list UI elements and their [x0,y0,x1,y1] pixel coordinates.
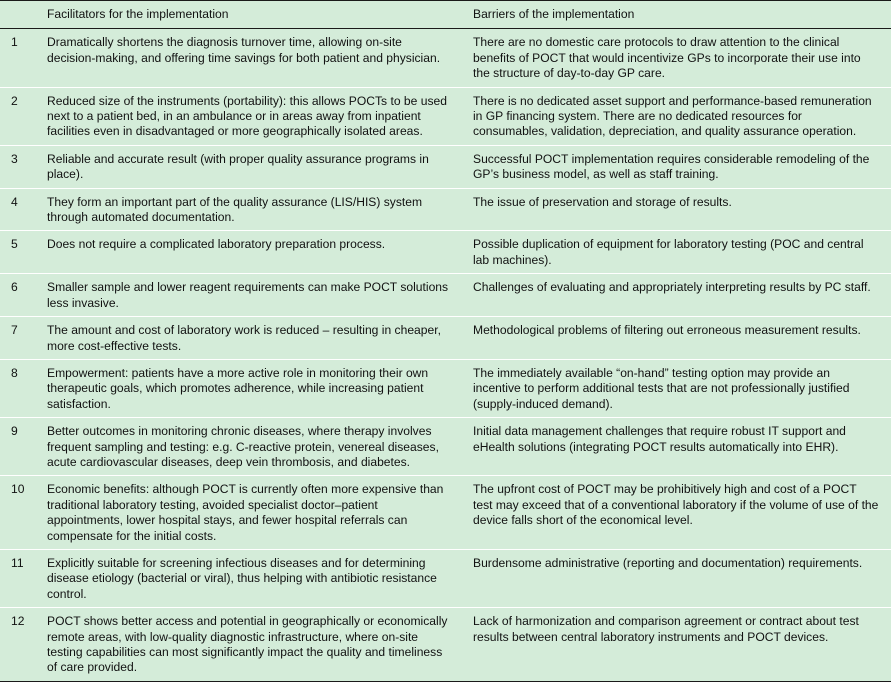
facilitator-cell: Economic benefits: although POCT is currently often more expensive than traditional laboratory testing, avoided specialist doctor–patient appointments, lower hospital stays, and fewer hospital referrals can compensate for the initial costs. [37,476,463,550]
facilitator-cell: POCT shows better access and potential in geographically or economically remote areas, with low-quality diagnostic infrastructure, where on-site testing capabilities can most significantly impact the quality and timeliness of care provided. [37,608,463,682]
row-number: 12 [0,608,37,682]
row-number: 9 [0,418,37,476]
row-number: 8 [0,359,37,417]
barrier-cell: Possible duplication of equipment for laboratory testing (POC and central lab machines). [463,231,891,274]
row-number: 1 [0,29,37,87]
barrier-cell: Challenges of evaluating and appropriately interpreting results by PC staff. [463,274,891,317]
barrier-cell: The issue of preservation and storage of results. [463,188,891,231]
header-number [0,1,37,29]
row-number: 2 [0,87,37,145]
table-row [0,317,891,360]
facilitator-cell: Better outcomes in monitoring chronic diseases, where therapy involves frequent sampling and testing: e.g. C-reactive protein, venereal diseases, acute cardiovascular diseases, deep vein thrombosis, and diabetes. [37,418,463,476]
facilitator-cell: The amount and cost of laboratory work is reduced – resulting in cheaper, more cost-effective tests. [37,317,463,360]
barrier-cell: Initial data management challenges that require robust IT support and eHealth solutions (integrating POCT results automatically into EHR). [463,418,891,476]
row-number: 6 [0,274,37,317]
row-number: 10 [0,476,37,550]
facilitator-cell: Empowerment: patients have a more active role in monitoring their own therapeutic goals, which promotes adherence, while increasing patient satisfaction. [37,359,463,417]
table-row [0,29,891,87]
table-row [0,87,891,145]
facilitator-cell: Smaller sample and lower reagent requirements can make POCT solutions less invasive. [37,274,463,317]
row-number: 5 [0,231,37,274]
facilitator-cell: Reliable and accurate result (with proper quality assurance programs in place). [37,145,463,188]
barrier-cell: The upfront cost of POCT may be prohibitively high and cost of a POCT test may exceed that of a conventional laboratory if the volume of use of the device falls short of the economical level. [463,476,891,550]
barrier-cell: There is no dedicated asset support and performance-based remuneration in GP financing system. There are no dedicated resources for consumables, validation, depreciation, and quality assurance operation. [463,87,891,145]
barrier-cell: The immediately available “on-hand” testing option may provide an incentive to perform additional tests that are not professionally justified (supply-induced demand). [463,359,891,417]
table-row [0,549,891,607]
facilitator-cell: Reduced size of the instruments (portability): this allows POCTs to be used next to a patient bed, in an ambulance or in areas away from inpatient facilities even in disadvantaged or more geographically isolated areas. [37,87,463,145]
row-number: 4 [0,188,37,231]
table-row [0,231,891,274]
barrier-cell: Burdensome administrative (reporting and documentation) requirements. [463,549,891,607]
header-facilitators: Facilitators for the implementation [37,1,463,29]
barrier-cell: Lack of harmonization and comparison agreement or contract about test results between central laboratory instruments and POCT devices. [463,608,891,682]
table-row [0,145,891,188]
table-row [0,476,891,550]
table-row [0,359,891,417]
table-row [0,188,891,231]
barrier-cell: Methodological problems of filtering out erroneous measurement results. [463,317,891,360]
facilitator-cell: Dramatically shortens the diagnosis turnover time, allowing on-site decision-making, and offering time savings for both patient and physician. [37,29,463,87]
table-row [0,418,891,476]
table-row [0,608,891,682]
row-number: 11 [0,549,37,607]
facilitator-cell: Does not require a complicated laboratory preparation process. [37,231,463,274]
facilitator-cell: Explicitly suitable for screening infectious diseases and for determining disease etiology (bacterial or viral), thus helping with antibiotic resistance control. [37,549,463,607]
header-barriers: Barriers of the implementation [463,1,891,29]
table-header-row [0,1,891,29]
row-number: 7 [0,317,37,360]
table-row [0,274,891,317]
barrier-cell: There are no domestic care protocols to draw attention to the clinical benefits of POCT that would incentivize GPs to incorporate their use into the structure of day-to-day GP care. [463,29,891,87]
barrier-cell: Successful POCT implementation requires considerable remodeling of the GP’s business model, as well as staff training. [463,145,891,188]
row-number: 3 [0,145,37,188]
facilitator-cell: They form an important part of the quality assurance (LIS/HIS) system through automated documentation. [37,188,463,231]
